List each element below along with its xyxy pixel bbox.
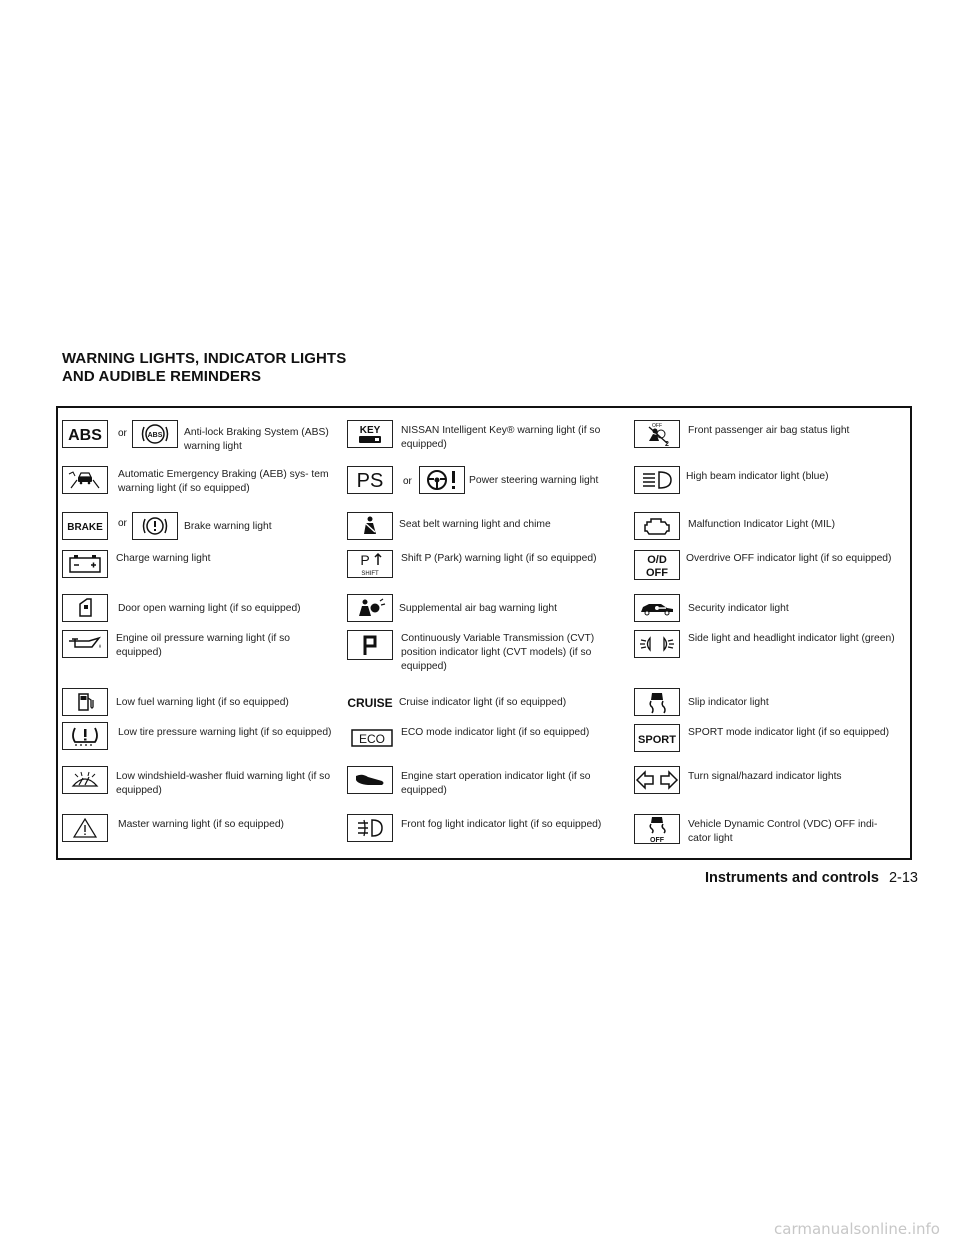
seat-belt-icon xyxy=(347,512,393,540)
side-light-icon xyxy=(634,630,680,658)
indicator-entry-side-light xyxy=(632,628,912,688)
indicator-label: ECO mode indicator light (if so equipped) xyxy=(401,727,590,738)
battery-icon xyxy=(62,550,108,578)
engine-icon xyxy=(634,512,680,540)
indicator-label: Low fuel warning light (if so equipped) xyxy=(116,697,289,708)
front-fog-icon xyxy=(347,814,393,842)
indicator-table xyxy=(56,406,912,860)
indicator-entry-engine-start xyxy=(345,766,631,812)
passenger-airbag-off-icon xyxy=(634,420,680,448)
indicator-label: Overdrive OFF indicator light (if so equipped) xyxy=(686,553,892,564)
indicator-entry-slip xyxy=(632,686,912,720)
indicator-label: Front passenger air bag status light xyxy=(688,425,850,436)
indicator-label: Low tire pressure warning light (if so equipped) xyxy=(118,727,332,738)
indicator-entry-charge xyxy=(58,548,344,592)
indicator-label: Front fog light indicator light (if so equipped) xyxy=(401,819,602,830)
svg-text:OFF: OFF xyxy=(650,837,664,843)
indicator-entry-high-beam xyxy=(632,462,912,506)
indicator-entry-eco xyxy=(345,720,631,766)
indicator-label: Engine start operation indicator light (if so equipped) xyxy=(401,771,591,796)
indicator-entry-front-fog xyxy=(345,812,631,856)
steering-warning-icon xyxy=(419,466,465,494)
indicator-label: Vehicle Dynamic Control (VDC) OFF indi- cator light xyxy=(688,819,878,844)
turn-signal-icon xyxy=(634,766,680,794)
indicator-label: Malfunction Indicator Light (MIL) xyxy=(688,519,836,530)
indicator-entry-sport xyxy=(632,720,912,766)
table-row xyxy=(58,510,910,546)
indicator-entry-low-fuel xyxy=(58,686,344,720)
indicator-label: Cruise indicator light (if so equipped) xyxy=(399,697,567,708)
page-footer xyxy=(705,870,918,886)
table-row xyxy=(58,418,910,458)
indicator-entry-washer-fluid xyxy=(58,766,344,812)
indicator-entry-aeb xyxy=(58,462,344,506)
svg-text:2: 2 xyxy=(665,441,669,447)
indicator-entry-seat-belt xyxy=(345,510,631,546)
svg-text:BRAKE: BRAKE xyxy=(67,522,103,533)
indicator-entry-airbag xyxy=(345,594,631,628)
fuel-pump-icon xyxy=(62,688,108,716)
indicator-label: High beam indicator light (blue) xyxy=(686,471,829,482)
table-row xyxy=(58,594,910,628)
indicator-label: Turn signal/hazard indicator lights xyxy=(688,771,842,782)
indicator-label: Anti-lock Braking System (ABS) warning light xyxy=(184,427,329,452)
indicator-label: Brake warning light xyxy=(184,521,272,532)
indicator-entry-abs xyxy=(58,418,344,458)
ps-text-icon xyxy=(347,466,393,494)
indicator-label: Automatic Emergency Braking (AEB) sys- tem warning light (if so equipped) xyxy=(118,469,329,494)
indicator-label: Seat belt warning light and chime xyxy=(399,519,551,530)
shift-park-icon xyxy=(347,550,393,578)
eco-text-icon xyxy=(349,724,395,752)
airbag-icon xyxy=(347,594,393,622)
table-row xyxy=(58,766,910,812)
indicator-entry-door-open xyxy=(58,594,344,628)
section-title-line-2: AND AUDIBLE REMINDERS xyxy=(62,368,262,385)
vdc-off-icon xyxy=(634,814,680,844)
indicator-entry-shift-park xyxy=(345,548,631,592)
washer-fluid-icon xyxy=(62,766,108,794)
or-label: or xyxy=(118,428,127,439)
indicator-entry-od-off xyxy=(632,548,912,592)
table-row xyxy=(58,628,910,688)
svg-text:OFF: OFF xyxy=(652,423,662,429)
indicator-label: Engine oil pressure warning light (if so equipped) xyxy=(116,633,290,658)
indicator-entry-turn-signal xyxy=(632,766,912,812)
section-title-line-1: WARNING LIGHTS, INDICATOR LIGHTS xyxy=(62,350,347,367)
indicator-entry-key xyxy=(345,418,631,458)
indicator-label: Master warning light (if so equipped) xyxy=(118,819,284,830)
foot-brake-icon xyxy=(347,766,393,794)
indicator-entry-brake xyxy=(58,510,344,546)
oil-can-icon xyxy=(62,630,108,658)
indicator-entry-master-warning xyxy=(58,812,344,856)
indicator-label: Side light and headlight indicator light (green) xyxy=(688,633,895,644)
tire-pressure-icon xyxy=(62,722,108,750)
brake-circle-icon xyxy=(132,512,178,540)
indicator-entry-cvt xyxy=(345,628,631,688)
indicator-entry-oil-pressure xyxy=(58,628,344,688)
table-row xyxy=(58,462,910,506)
indicator-label: Low windshield-washer fluid warning light (if so equipped) xyxy=(116,771,331,796)
page-number: 2-13 xyxy=(888,870,918,886)
svg-text:CRUISE: CRUISE xyxy=(347,696,393,710)
indicator-entry-vdc-off xyxy=(632,812,912,856)
indicator-label: SPORT mode indicator light (if so equipped) xyxy=(688,727,890,738)
indicator-label: Door open warning light (if so equipped) xyxy=(118,603,301,614)
indicator-label: Shift P (Park) warning light (if so equipped) xyxy=(401,553,597,564)
cruise-text-icon xyxy=(347,688,393,716)
or-label: or xyxy=(403,476,412,487)
svg-text:SPORT: SPORT xyxy=(638,734,676,746)
indicator-label: Power steering warning light xyxy=(469,475,599,486)
door-open-icon xyxy=(62,594,108,622)
indicator-label: Slip indicator light xyxy=(688,697,769,708)
or-label: or xyxy=(118,518,127,529)
section-title xyxy=(62,350,346,386)
sport-text-icon xyxy=(634,724,680,752)
table-row xyxy=(58,686,910,720)
footer-section-title: Instruments and controls xyxy=(704,870,879,886)
indicator-entry-cruise xyxy=(345,686,631,720)
svg-text:ABS: ABS xyxy=(147,432,163,439)
indicator-label: Charge warning light xyxy=(116,553,211,564)
svg-text:O/D: O/D xyxy=(647,554,667,566)
indicator-entry-power-steering xyxy=(345,462,631,506)
table-row xyxy=(58,720,910,766)
master-warning-icon xyxy=(62,814,108,842)
svg-text:OFF: OFF xyxy=(646,567,668,579)
table-row xyxy=(58,812,910,856)
brake-text-icon xyxy=(62,512,108,540)
slip-icon xyxy=(634,688,680,716)
svg-text:ABS: ABS xyxy=(68,427,102,444)
table-row xyxy=(58,548,910,592)
od-off-icon xyxy=(634,550,680,580)
aeb-icon xyxy=(62,466,108,494)
svg-text:KEY: KEY xyxy=(359,425,381,436)
watermark: carmanualsonline.info xyxy=(774,1220,940,1238)
svg-text:P: P xyxy=(360,552,370,568)
cvt-p-icon xyxy=(347,630,393,660)
indicator-entry-tire-pressure xyxy=(58,720,344,766)
high-beam-icon xyxy=(634,466,680,494)
svg-text:SHIFT: SHIFT xyxy=(361,571,379,577)
abs-circle-icon xyxy=(132,420,178,448)
indicator-label: Supplemental air bag warning light xyxy=(399,603,557,614)
indicator-label: Continuously Variable Transmission (CVT) position indicator light (CVT models) (if so equipped) xyxy=(401,633,595,672)
security-car-icon xyxy=(634,594,680,622)
svg-text:PS: PS xyxy=(356,470,384,492)
indicator-entry-mil xyxy=(632,510,912,546)
indicator-label: Security indicator light xyxy=(688,603,789,614)
svg-text:ECO: ECO xyxy=(358,732,386,746)
abs-text-icon xyxy=(62,420,108,448)
indicator-entry-security xyxy=(632,594,912,628)
indicator-entry-passenger-airbag xyxy=(632,418,912,458)
indicator-label: NISSAN Intelligent Key® warning light (if so equipped) xyxy=(401,425,601,450)
key-icon xyxy=(347,420,393,448)
